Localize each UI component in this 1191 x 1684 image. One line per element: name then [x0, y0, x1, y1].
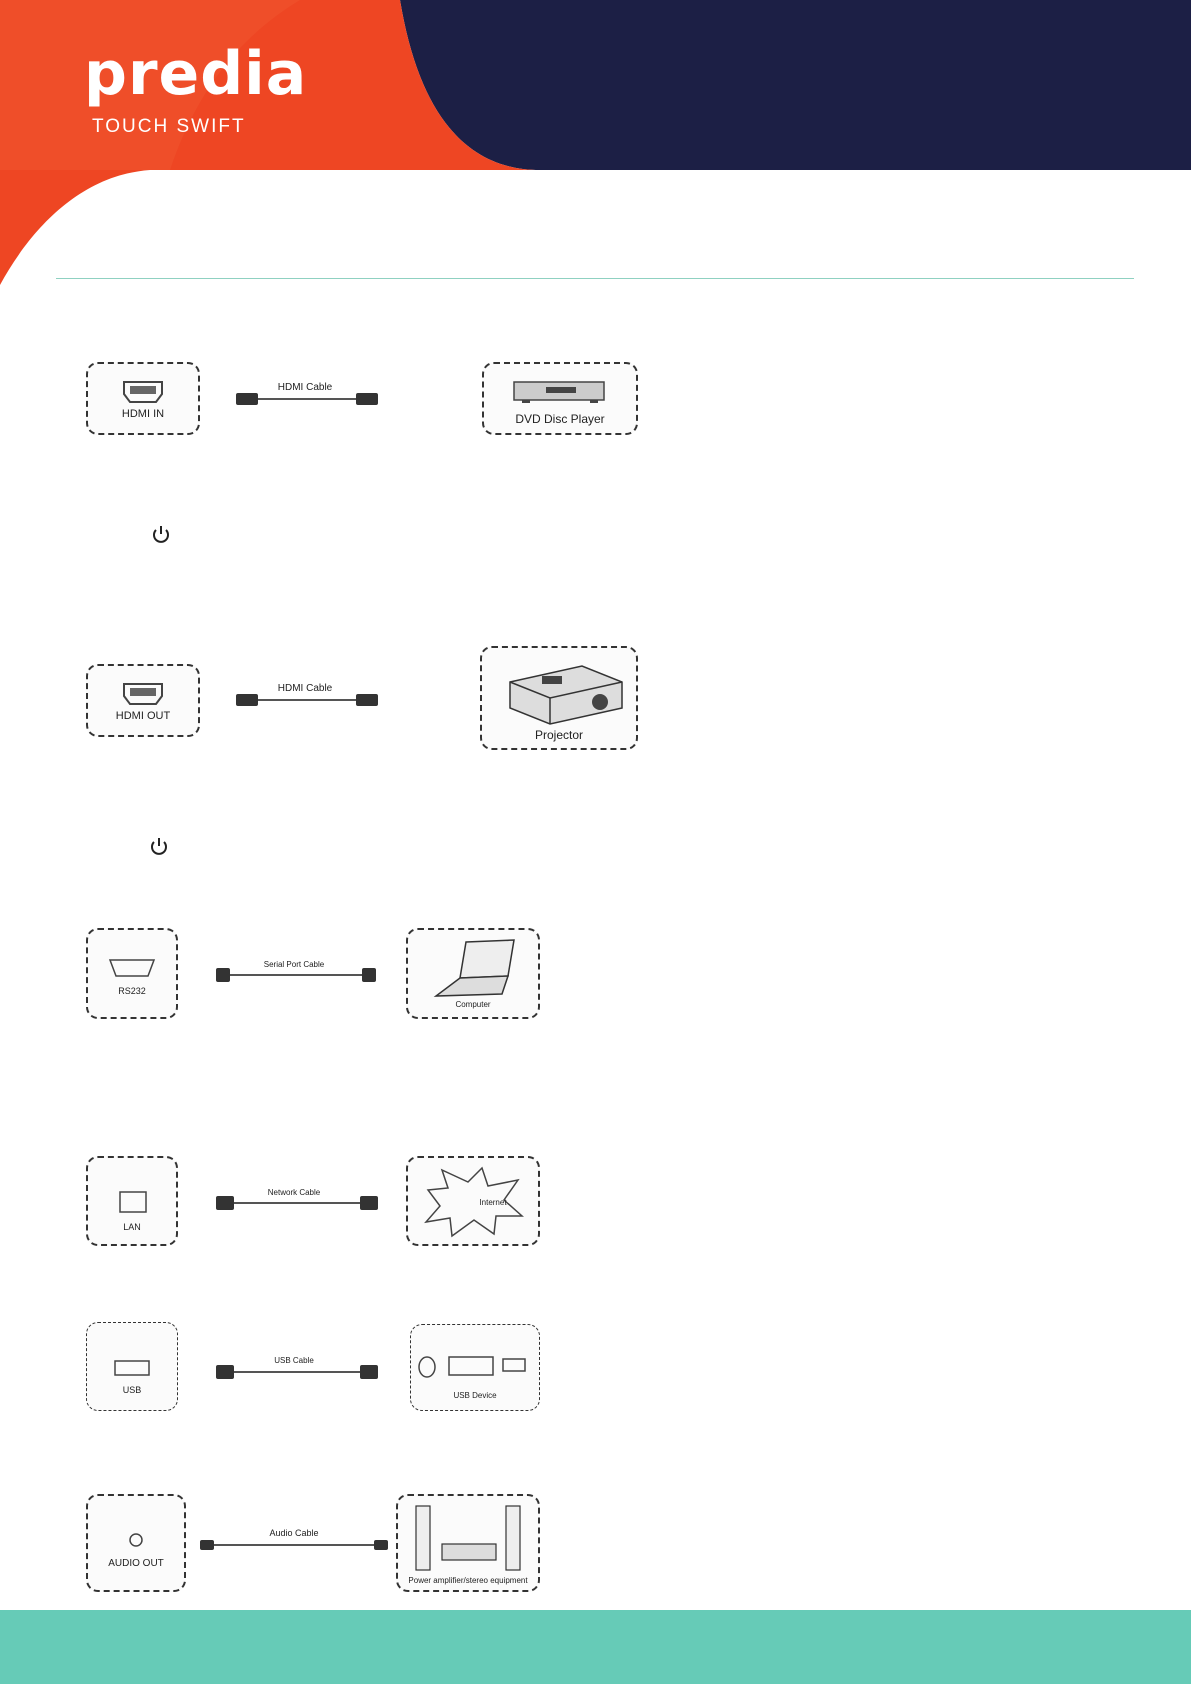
cable-line	[246, 699, 366, 701]
page-header	[0, 0, 1191, 300]
diagram-usb	[86, 1322, 546, 1414]
port-box-hdmi-in	[86, 362, 200, 435]
device-box-usb-device	[410, 1324, 540, 1411]
cable-line	[246, 398, 366, 400]
cable-line	[204, 1544, 380, 1546]
cable-plug-right	[362, 968, 376, 982]
port-label: HDMI IN	[121, 408, 165, 420]
page-footer	[0, 1610, 1191, 1684]
cable-label: USB Cable	[274, 1356, 314, 1365]
dvd-player-icon	[484, 374, 636, 414]
cable-plug-left	[216, 1196, 234, 1210]
cable-plug-left	[216, 968, 230, 982]
cable-plug-left	[236, 393, 258, 405]
diagram-lan	[86, 1156, 546, 1248]
diagram-hdmi-in	[86, 362, 656, 437]
cable-plug-left	[200, 1540, 214, 1550]
port-box-lan	[86, 1156, 178, 1246]
laptop-icon	[408, 936, 538, 998]
port-box-hdmi-out	[86, 664, 200, 737]
cable-plug-right	[360, 1365, 378, 1379]
projector-icon	[482, 652, 636, 732]
port-box-audio-out	[86, 1494, 186, 1592]
power-icon	[148, 836, 170, 858]
diagram-hdmi-out	[86, 646, 656, 750]
device-box-computer	[406, 928, 540, 1019]
power-icon	[150, 524, 172, 546]
diagram-audio	[86, 1492, 546, 1592]
device-box-internet	[406, 1156, 540, 1246]
port-box-usb	[86, 1322, 178, 1411]
diagram-rs232	[86, 928, 546, 1020]
device-label: USB Device	[453, 1391, 497, 1400]
device-label: Power amplifier/stereo equipment	[408, 1576, 528, 1585]
device-label: Computer	[455, 1000, 491, 1009]
cable-plug-left	[216, 1365, 234, 1379]
port-label: HDMI OUT	[115, 710, 171, 722]
device-box-dvd	[482, 362, 638, 435]
port-label: LAN	[123, 1222, 141, 1232]
usb-device-icon	[411, 1339, 539, 1389]
cable-line	[220, 1202, 366, 1204]
cable-label: Network Cable	[267, 1188, 321, 1197]
brand-product: TOUCH SWIFT	[92, 116, 246, 137]
brand-logo: predia	[84, 39, 308, 109]
cable-line	[220, 1371, 366, 1373]
cable-plug-left	[236, 694, 258, 706]
brand	[84, 39, 308, 138]
cable-plug-right	[356, 694, 378, 706]
port-label: RS232	[118, 986, 146, 996]
port-box-rs232	[86, 928, 178, 1019]
device-label: DVD Disc Player	[515, 412, 605, 426]
device-label: Internet	[479, 1198, 507, 1207]
port-label: USB	[122, 1385, 142, 1395]
cable-label: HDMI Cable	[277, 382, 333, 393]
amplifier-icon	[398, 1500, 538, 1576]
cable-line	[220, 974, 366, 976]
cable-plug-right	[374, 1540, 388, 1550]
device-box-projector	[480, 646, 638, 750]
audio-jack-icon	[88, 1526, 184, 1556]
cable-plug-right	[356, 393, 378, 405]
cable-label: HDMI Cable	[277, 683, 333, 694]
cable-label: Audio Cable	[269, 1528, 319, 1538]
port-label: AUDIO OUT	[108, 1558, 164, 1569]
device-label: Projector	[534, 728, 584, 742]
header-rule	[56, 278, 1134, 279]
device-box-amplifier	[396, 1494, 540, 1592]
cable-label: Serial Port Cable	[263, 960, 325, 969]
cable-plug-right	[360, 1196, 378, 1210]
